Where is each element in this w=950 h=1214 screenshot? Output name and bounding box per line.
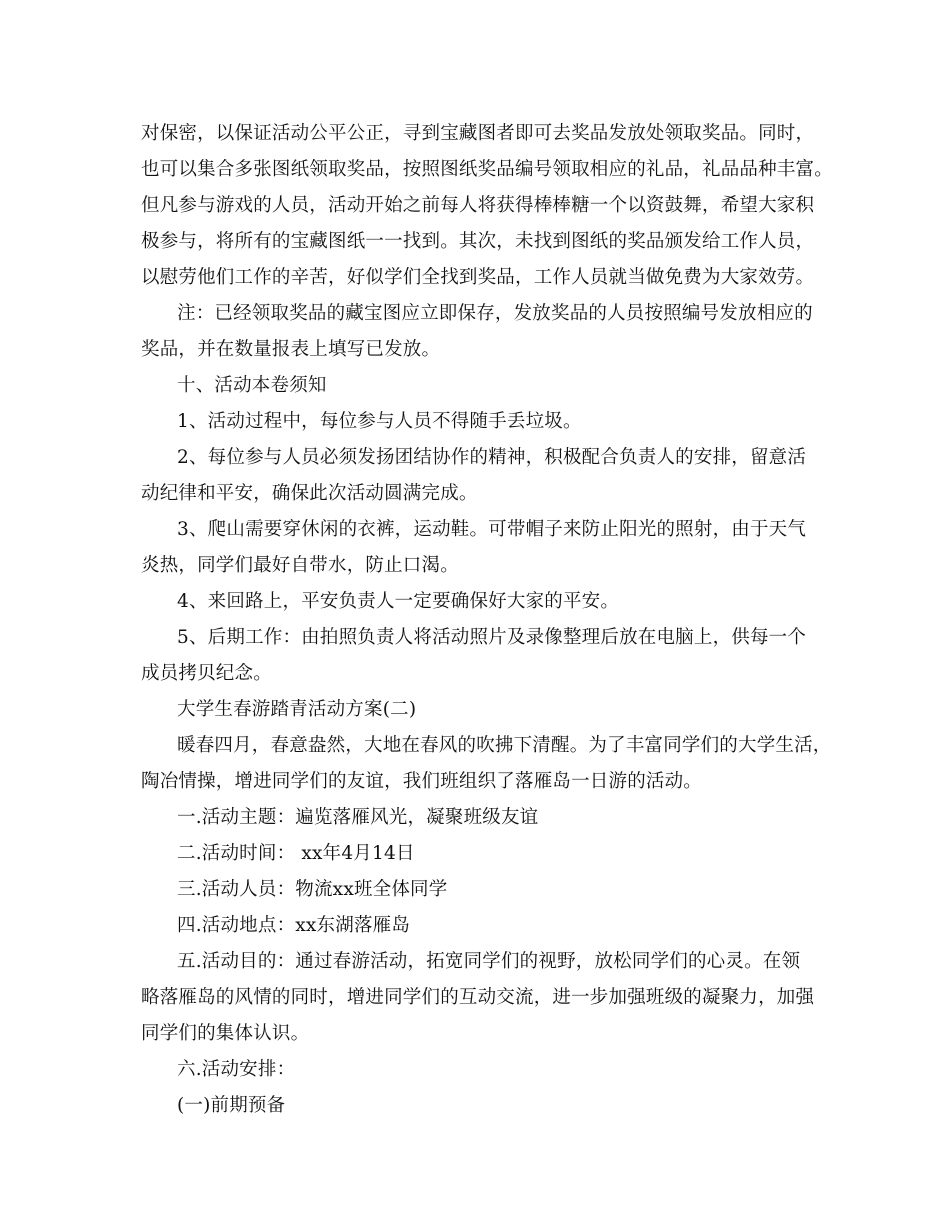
list-item: 4、来回路上，平安负责人一定要确保好大家的平安。 bbox=[177, 591, 620, 612]
paragraph-line: 陶冶情操，增进同学们的友谊，我们班组织了落雁岛一日游的活动。 bbox=[141, 771, 703, 792]
list-item: 五.活动目的：通过春游活动，拓宽同学们的视野，放松同学们的心灵。在领 bbox=[177, 951, 801, 972]
list-item: 四.活动地点：xx东湖落雁岛 bbox=[177, 915, 411, 936]
paragraph-line: 成员拷贝纪念。 bbox=[141, 663, 272, 684]
section-heading: 大学生春游踏青活动方案(二) bbox=[177, 699, 417, 720]
paragraph-line: 对保密，以保证活动公平公正，寻到宝藏图者即可去奖品发放处领取奖品。同时， bbox=[141, 123, 815, 144]
list-item: 三.活动人员：物流xx班全体同学 bbox=[177, 879, 448, 900]
list-item: 二.活动时间： xx年4月14日 bbox=[177, 843, 415, 864]
section-heading: 十、活动本卷须知 bbox=[177, 375, 327, 396]
paragraph-line: 略落雁岛的风情的同时，增进同学们的互动交流，进一步加强班级的凝聚力，加强 bbox=[141, 987, 815, 1008]
paragraph-line: 也可以集合多张图纸领取奖品，按照图纸奖品编号领取相应的礼品，礼品品种丰富。 bbox=[141, 159, 833, 180]
list-item: 六.活动安排： bbox=[177, 1059, 296, 1080]
list-item: 1、活动过程中，每位参与人员不得随手丢垃圾。 bbox=[177, 411, 582, 432]
paragraph-line: 极参与，将所有的宝藏图纸一一找到。其次，未找到图纸的奖品颁发给工作人员， bbox=[141, 231, 815, 252]
list-item: 2、每位参与人员必须发扬团结协作的精神，积极配合负责人的安排，留意活 bbox=[177, 447, 807, 468]
list-item: (一)前期预备 bbox=[177, 1095, 286, 1116]
paragraph-line: 炎热，同学们最好自带水，防止口渴。 bbox=[141, 555, 459, 576]
list-item: 5、后期工作：由拍照负责人将活动照片及录像整理后放在电脑上，供每一个 bbox=[177, 627, 807, 648]
paragraph-line: 动纪律和平安，确保此次活动圆满完成。 bbox=[141, 483, 478, 504]
paragraph-line: 同学们的集体认识。 bbox=[141, 1023, 310, 1044]
paragraph-line: 但凡参与游戏的人员，活动开始之前每人将获得棒棒糖一个以资鼓舞，希望大家积 bbox=[141, 195, 815, 216]
paragraph-line: 奖品，并在数量报表上填写已发放。 bbox=[141, 339, 441, 360]
list-item: 3、爬山需要穿休闲的衣裤，运动鞋。可带帽子来防止阳光的照射，由于天气 bbox=[177, 519, 807, 540]
paragraph-line: 以慰劳他们工作的辛苦，好似学们全找到奖品，工作人员就当做免费为大家效劳。 bbox=[141, 267, 815, 288]
paragraph-line: 暖春四月，春意盎然，大地在春风的吹拂下清醒。为了丰富同学们的大学生活， bbox=[177, 735, 832, 756]
list-item: 一.活动主题：遍览落雁风光，凝聚班级友谊 bbox=[177, 807, 539, 828]
paragraph-line: 注：已经领取奖品的藏宝图应立即保存，发放奖品的人员按照编号发放相应的 bbox=[177, 303, 813, 324]
